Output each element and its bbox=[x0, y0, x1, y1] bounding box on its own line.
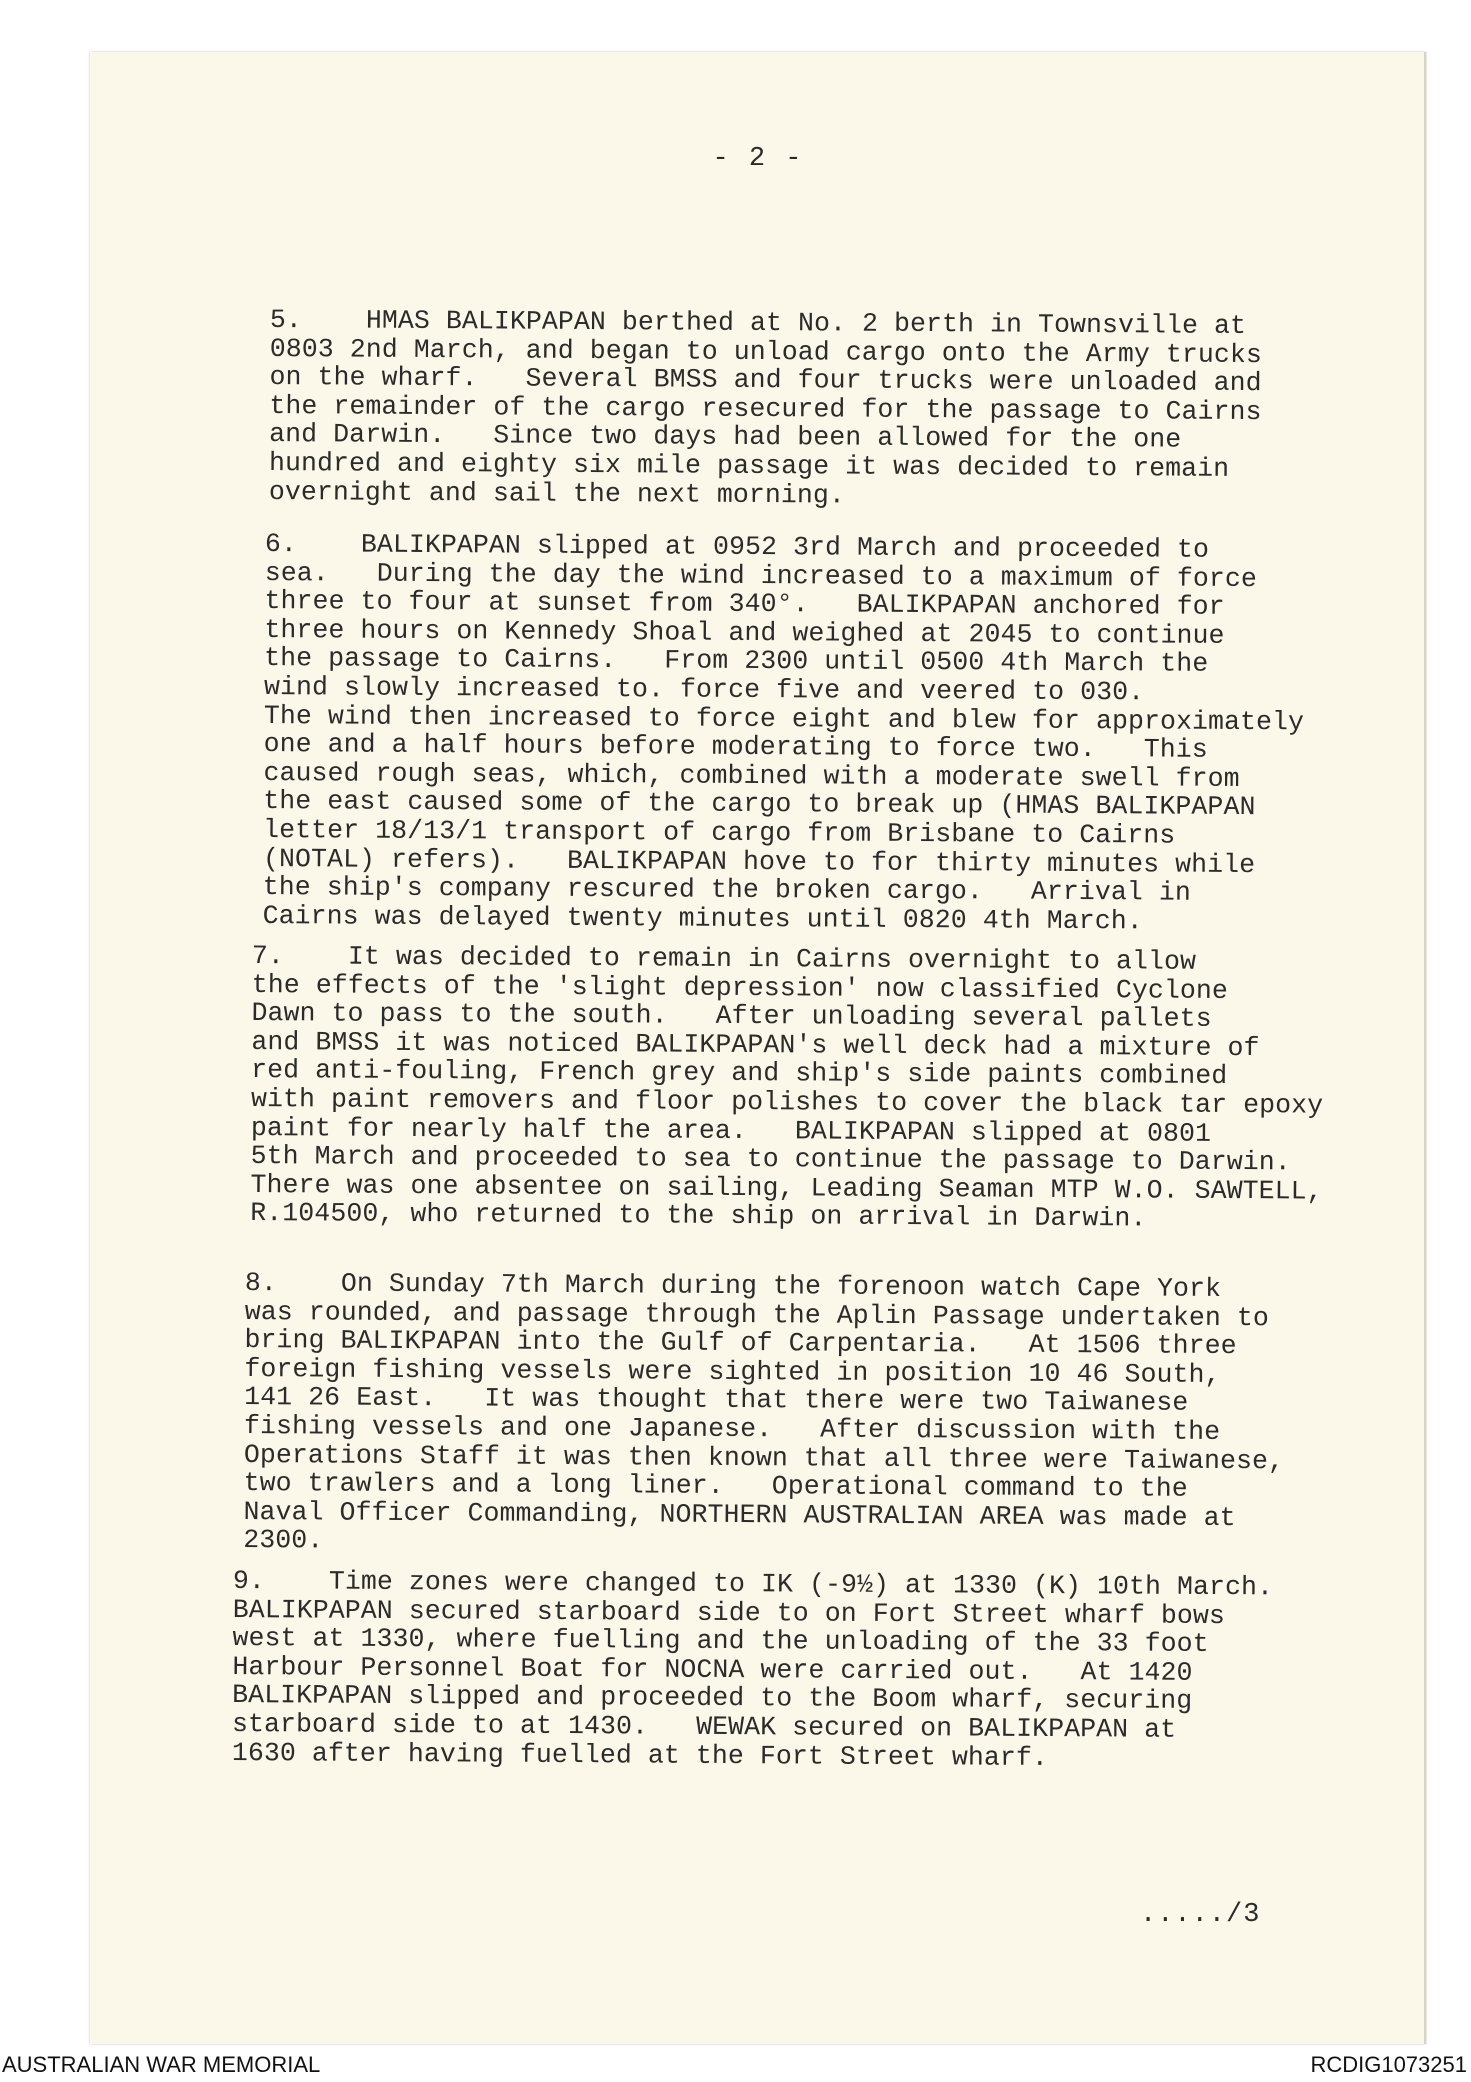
paragraph-line: two trawlers and a long liner. Operational command to the bbox=[243, 1468, 1188, 1504]
paragraph-number: 6. bbox=[264, 529, 298, 560]
paragraph-line: the effects of the 'slight depression' now classified Cyclone bbox=[251, 969, 1228, 1006]
paragraph-line: and BMSS it was noticed BALIKPAPAN's well deck had a mixture of bbox=[251, 1026, 1260, 1063]
page-number: - 2 - bbox=[712, 144, 804, 174]
paragraph-first-line-text: HMAS BALIKPAPAN berthed at No. 2 berth in Townsville at bbox=[301, 305, 1247, 341]
paragraph-line: 141 26 East. It was thought that there were two Taiwanese bbox=[244, 1382, 1189, 1419]
paragraph-line: three hours on Kennedy Shoal and weighed at 2045 to continue bbox=[264, 614, 1225, 651]
paragraph-line: with paint removers and floor polishes to cover the black tar epoxy bbox=[250, 1083, 1324, 1121]
paragraph-9 bbox=[232, 1567, 1273, 1774]
paragraph-line: sea. During the day the wind increased to a maximum of force bbox=[264, 557, 1257, 594]
paragraph-line: three to four at sunset from 340°. BALIKPAPAN anchored for bbox=[264, 586, 1225, 623]
paragraph-line: Naval Officer Commanding, NORTHERN AUSTRALIAN AREA was made at bbox=[243, 1496, 1236, 1533]
paragraph-line: west at 1330, where fuelling and the unloading of the 33 foot bbox=[232, 1623, 1209, 1660]
paragraph-line: Cairns was delayed twenty minutes until 0820 4th March. bbox=[262, 900, 1143, 937]
paragraph-line: was rounded, and passage through the Aplin Passage undertaken to bbox=[244, 1296, 1269, 1333]
footer-record-id: RCDIG1073251 bbox=[1310, 2052, 1467, 2077]
paragraph-line: wind slowly increased to. force five and veered to 030. bbox=[263, 671, 1145, 708]
paragraph-line: Harbour Personnel Boat for NOCNA were carried out. At 1420 bbox=[232, 1651, 1193, 1688]
paragraph-line: The wind then increased to force eight and blew for approximately bbox=[263, 700, 1305, 737]
paragraph-line: paint for nearly half the area. BALIKPAPAN slipped at 0801 bbox=[250, 1112, 1212, 1149]
paragraph-7 bbox=[250, 942, 1324, 1234]
paragraph-first-line-text: On Sunday 7th March during the forenoon watch Cape York bbox=[276, 1268, 1222, 1304]
paragraph-line: There was one absentee on sailing, Leading Seaman MTP W.O. SAWTELL, bbox=[250, 1169, 1323, 1207]
paragraph-number: 7. bbox=[251, 941, 285, 972]
paragraph-line: (NOTAL) refers). BALIKPAPAN hove to for thirty minutes while bbox=[262, 843, 1256, 880]
paragraph-line: fishing vessels and one Japanese. After discussion with the bbox=[243, 1410, 1221, 1447]
paragraph-line: letter 18/13/1 transport of cargo from Brisbane to Cairns bbox=[263, 814, 1176, 851]
paragraph-line: 0803 2nd March, and began to unload cargo onto the Army trucks bbox=[269, 333, 1262, 370]
paragraph-line: foreign fishing vessels were sighted in position 10 46 South, bbox=[244, 1353, 1221, 1390]
paragraph-number: 8. bbox=[244, 1268, 278, 1299]
paragraph-line: the ship's company rescured the broken cargo. Arrival in bbox=[262, 872, 1192, 908]
paragraph-line: Operations Staff it was then known that all three were Taiwanese, bbox=[243, 1439, 1285, 1476]
paragraph-line: on the wharf. Several BMSS and four trucks were unloaded and bbox=[269, 362, 1262, 399]
paragraph-5 bbox=[269, 306, 1262, 512]
paragraph-line: 5th March and proceeded to sea to continue the passage to Darwin. bbox=[250, 1141, 1291, 1178]
page-edge bbox=[1424, 52, 1426, 2044]
paragraph-line: hundred and eighty six mile passage it was decided to remain bbox=[268, 447, 1230, 484]
paragraph-line: one and a half hours before moderating to force two. This bbox=[263, 729, 1208, 765]
continued-marker: ...../3 bbox=[1140, 1900, 1261, 1930]
paragraph-8 bbox=[243, 1269, 1285, 1561]
paragraph-line: BALIKPAPAN slipped and proceeded to the Boom wharf, securing bbox=[232, 1680, 1193, 1717]
paragraph-line: the passage to Cairns. From 2300 until 0500 4th March the bbox=[264, 643, 1209, 680]
paragraph-first-line-text: Time zones were changed to IK (-9½) at 1330 (K) 10th March. bbox=[264, 1566, 1274, 1603]
paragraph-line: the east caused some of the cargo to break up (HMAS BALIKPAPAN bbox=[263, 786, 1256, 823]
paragraph-number: 5. bbox=[269, 305, 303, 336]
paragraph-line: bring BALIKPAPAN into the Gulf of Carpentaria. At 1506 three bbox=[244, 1325, 1237, 1362]
paragraph-line: caused rough seas, which, combined with a moderate swell from bbox=[263, 757, 1240, 794]
footer-source: AUSTRALIAN WAR MEMORIAL bbox=[2, 2052, 321, 2077]
paragraph-line: 2300. bbox=[243, 1525, 324, 1556]
paragraph-line: Dawn to pass to the south. After unloading several pallets bbox=[251, 998, 1212, 1035]
paragraph-first-line-text: BALIKPAPAN slipped at 0952 3rd March and proceeded to bbox=[296, 529, 1210, 565]
document-page bbox=[90, 52, 1426, 2044]
paragraph-line: starboard side to at 1430. WEWAK secured on BALIKPAPAN at bbox=[231, 1708, 1177, 1745]
paragraph-first-line-text: It was decided to remain in Cairns overnight to allow bbox=[283, 941, 1197, 977]
paragraph-line: R.104500, who returned to the ship on arrival in Darwin. bbox=[250, 1198, 1147, 1234]
paragraph-line: the remainder of the cargo resecured for the passage to Cairns bbox=[269, 390, 1262, 427]
paragraph-number: 9. bbox=[232, 1566, 266, 1597]
paragraph-6 bbox=[263, 530, 1306, 937]
paragraph-line: overnight and sail the next morning. bbox=[268, 476, 846, 511]
paragraph-line: red anti-fouling, French grey and ship's side paints combined bbox=[251, 1055, 1228, 1092]
paragraph-line: BALIKPAPAN secured starboard side to on Fort Street wharf bows bbox=[232, 1594, 1225, 1631]
paragraph-line: 1630 after having fuelled at the Fort Street wharf. bbox=[231, 1737, 1049, 1773]
paragraph-line: and Darwin. Since two days had been allowed for the one bbox=[269, 419, 1182, 455]
